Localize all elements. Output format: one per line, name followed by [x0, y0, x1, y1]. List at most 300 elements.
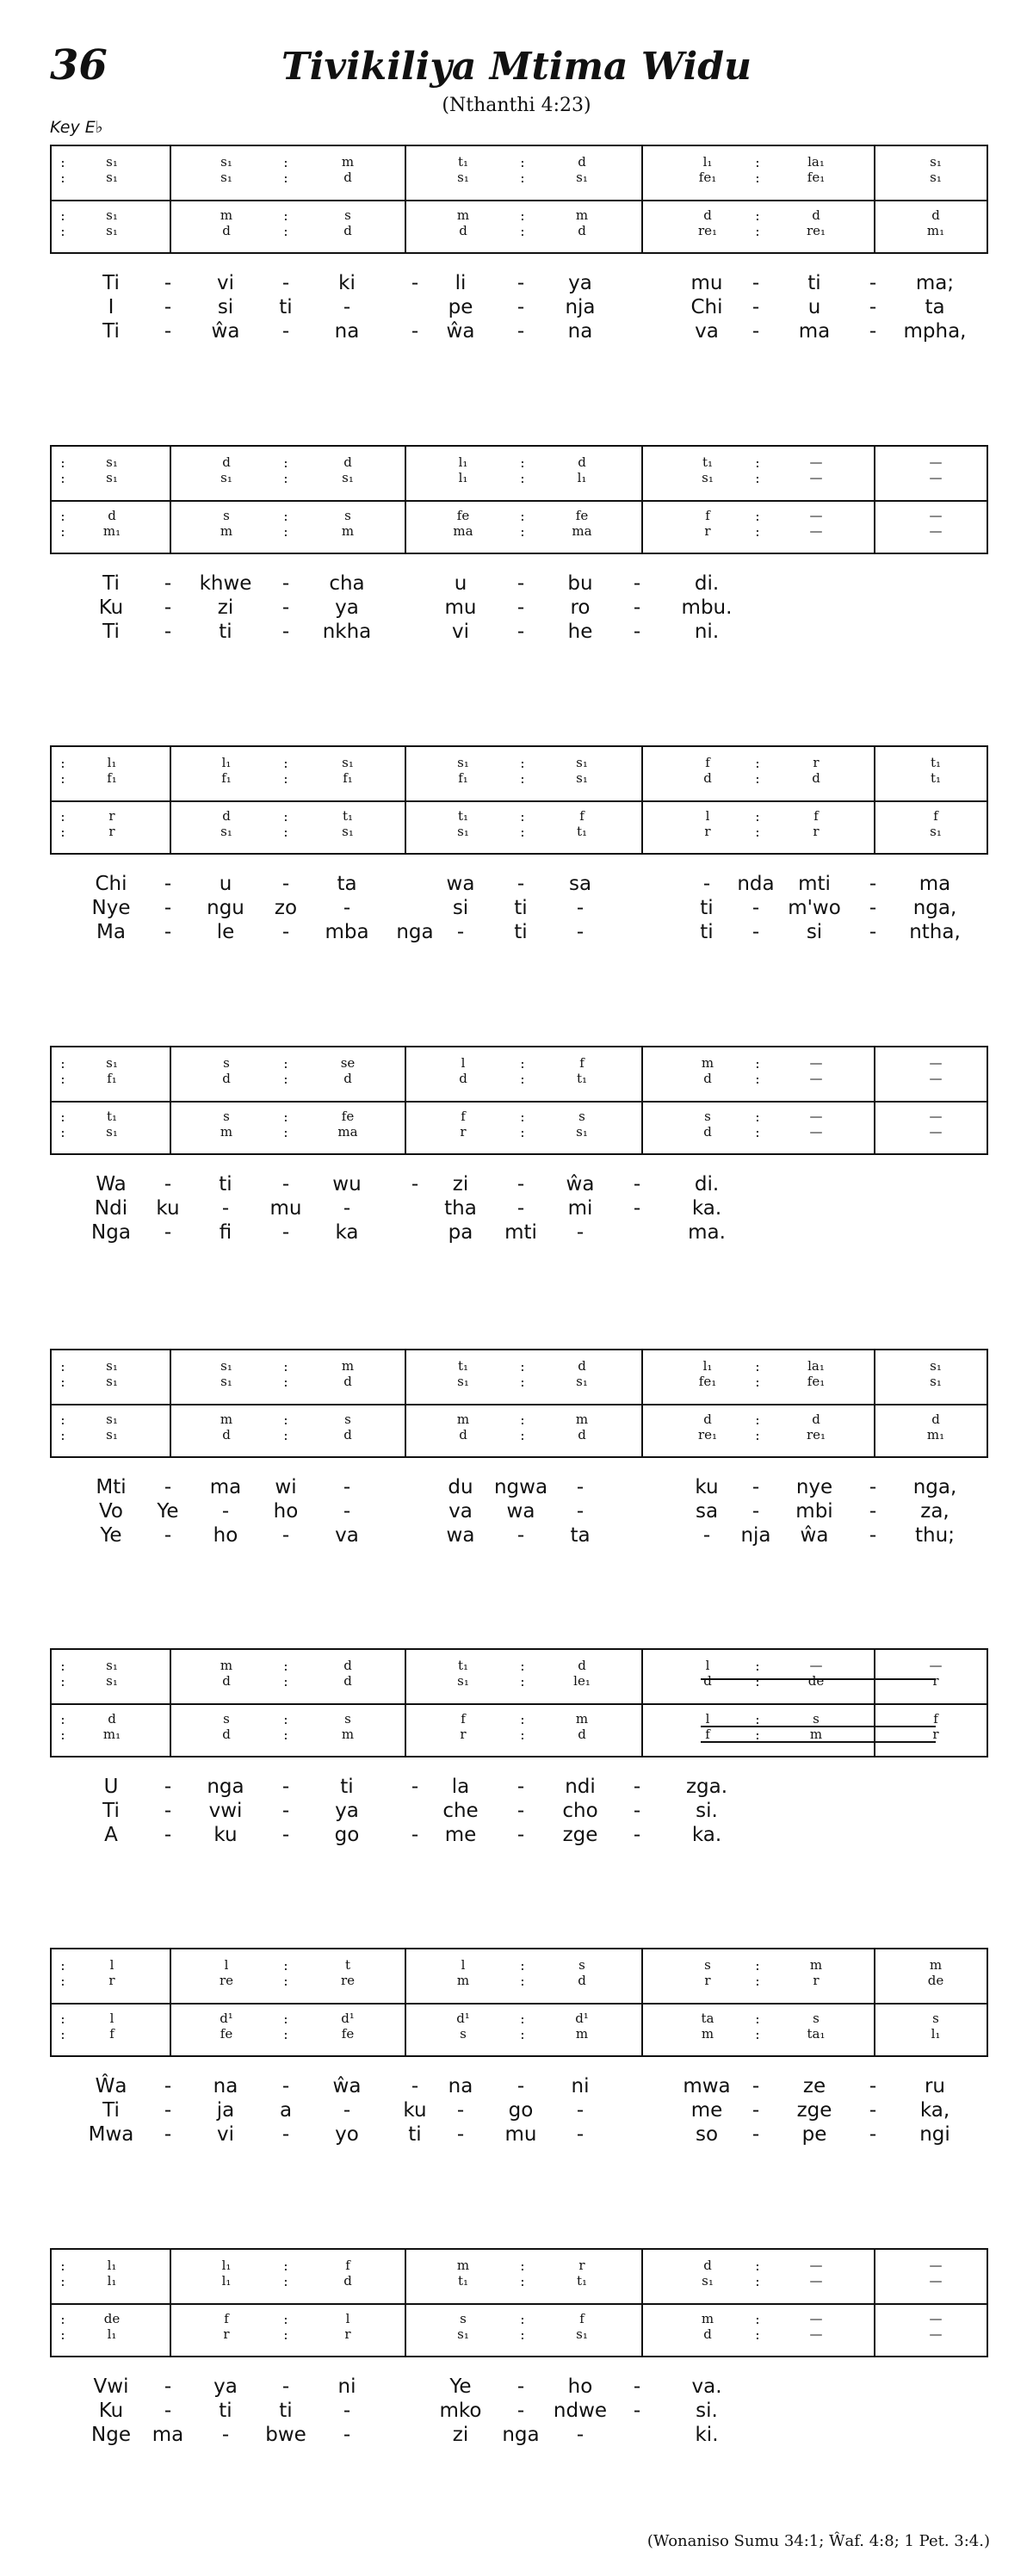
syllable-hyphen: - — [869, 2075, 877, 2097]
solfa-note: d — [703, 1124, 712, 1140]
lyric-syllable: Ti — [102, 272, 120, 294]
solfa-note: s₁ — [106, 223, 118, 238]
solfa-note: s₁ — [342, 824, 354, 839]
beat-colon: : — [283, 470, 288, 486]
syllable-hyphen: - — [281, 621, 290, 643]
hymn-section — [0, 1948, 1033, 2240]
syllable-hyphen: - — [576, 2123, 585, 2146]
lyric-syllable: mu — [444, 596, 477, 619]
lyric-syllable: na — [334, 320, 360, 343]
beat-colon: : — [283, 1124, 288, 1140]
solfa-note: d — [222, 1427, 231, 1442]
syllable-hyphen: - — [633, 596, 641, 619]
beat-colon: : — [520, 454, 525, 471]
solfa-note: l₁ — [107, 2258, 117, 2273]
solfa-note: t₁ — [106, 1109, 118, 1124]
lyric-syllable: ta — [925, 296, 945, 318]
beat-colon: : — [755, 1071, 760, 1087]
solfa-note: — — [809, 1124, 823, 1140]
lyric-syllable: ti — [219, 1173, 232, 1195]
solfa-note: m — [220, 1412, 233, 1427]
solfa-note: m — [575, 1412, 589, 1427]
staff-divider — [52, 200, 987, 201]
solfa-note: d — [578, 1427, 586, 1442]
lyric-syllable: nga — [207, 1776, 244, 1798]
solfa-note: d — [343, 1658, 352, 1673]
lyric-syllable: ma — [209, 1476, 242, 1498]
solfa-note: d — [343, 1673, 352, 1689]
syllable-hyphen: - — [281, 1824, 290, 1846]
solfa-note: d — [703, 1412, 712, 1427]
lyric-syllable: va — [695, 320, 719, 343]
solfa-note: f — [461, 1711, 466, 1727]
syllable-hyphen: - — [633, 1824, 641, 1846]
solfa-note: m — [456, 1973, 470, 1988]
syllable-hyphen: - — [164, 320, 172, 343]
solfa-note: s₁ — [576, 2326, 588, 2342]
solfa-note: l₁ — [458, 470, 468, 485]
syllable-hyphen: - — [164, 897, 172, 919]
beat-colon: : — [60, 154, 65, 170]
solfa-note: s₁ — [106, 454, 118, 470]
syllable-hyphen: - — [752, 921, 760, 943]
lyric-syllable: so — [695, 2123, 719, 2146]
lyric-syllable: ka — [335, 1221, 359, 1244]
lyric-syllable: ja — [216, 2099, 235, 2122]
solfa-note: s₁ — [930, 1358, 942, 1374]
lyric-syllable: mbi — [795, 1500, 833, 1523]
solfa-note: d — [222, 454, 231, 470]
syllable-hyphen: - — [869, 2099, 877, 2122]
solfa-note: d — [703, 770, 712, 786]
lyric-syllable: che — [442, 1800, 479, 1822]
lyric-syllable: u — [219, 873, 232, 895]
syllable-hyphen: - — [281, 1524, 290, 1547]
solfa-note: s₁ — [106, 1412, 118, 1427]
solfa-note: f — [705, 1727, 710, 1742]
solfa-note: d — [343, 2273, 352, 2289]
solfa-note: m — [575, 1711, 589, 1727]
solfa-note: s₁ — [576, 770, 588, 786]
syllable-hyphen: - — [164, 596, 172, 619]
solfa-note: m — [220, 523, 233, 539]
beat-colon: : — [755, 2011, 760, 2027]
lyric-syllable: ma — [798, 320, 831, 343]
solfa-note: de — [103, 2311, 121, 2326]
solfa-note: s₁ — [106, 1055, 118, 1071]
solfa-note: d — [222, 1071, 231, 1086]
beat-colon: : — [755, 1727, 760, 1743]
beat-colon: : — [520, 170, 525, 186]
solfa-note: d — [343, 1374, 352, 1389]
syllable-hyphen: - — [576, 2424, 585, 2446]
music-staff — [50, 1648, 988, 1757]
solfa-note: l₁ — [931, 2026, 941, 2042]
syllable-hyphen: - — [702, 1524, 711, 1547]
solfa-note: l₁ — [702, 1358, 713, 1374]
solfa-note: m — [809, 1957, 823, 1973]
beat-colon: : — [283, 1071, 288, 1087]
solfa-note: f — [579, 808, 585, 824]
beat-colon: : — [520, 154, 525, 170]
beat-colon: : — [60, 1109, 65, 1125]
solfa-note: d — [578, 1727, 586, 1742]
solfa-note: re₁ — [806, 1427, 826, 1442]
syllable-hyphen: - — [411, 320, 419, 343]
lyric-syllable: va — [335, 1524, 359, 1547]
beat-colon: : — [755, 2273, 760, 2289]
barline — [641, 2250, 643, 2356]
beat-colon: : — [520, 2011, 525, 2027]
solfa-note: m — [456, 1412, 470, 1427]
solfa-note: s₁ — [220, 170, 232, 185]
solfa-note: l — [705, 1711, 710, 1727]
beat-colon: : — [283, 2273, 288, 2289]
solfa-note: de — [807, 1673, 825, 1689]
syllable-hyphen: - — [576, 1221, 585, 1244]
solfa-note: f₁ — [107, 770, 117, 786]
lyric-syllable: la — [451, 1776, 470, 1798]
solfa-note: r — [460, 1124, 467, 1140]
solfa-note: f — [224, 2311, 229, 2326]
beat-colon: : — [283, 2026, 288, 2042]
hymn-section — [0, 1648, 1033, 1941]
music-staff — [50, 745, 988, 855]
lyric-syllable: yo — [335, 2123, 359, 2146]
syllable-hyphen: - — [576, 921, 585, 943]
beat-colon: : — [755, 1358, 760, 1374]
beat-colon: : — [755, 1673, 760, 1690]
solfa-note: t₁ — [576, 2273, 588, 2289]
beat-colon: : — [60, 523, 65, 540]
solfa-note: s₁ — [702, 470, 714, 485]
lyric-syllable: ti — [219, 621, 232, 643]
lyric-syllable: ti — [514, 897, 528, 919]
barline — [641, 1350, 643, 1456]
solfa-note: d — [931, 1412, 940, 1427]
beat-colon: : — [520, 1109, 525, 1125]
solfa-note: m₁ — [102, 523, 121, 539]
beat-colon: : — [755, 1711, 760, 1727]
lyric-syllable: mba — [325, 921, 369, 943]
syllable-hyphen: - — [633, 1776, 641, 1798]
solfa-note: s₁ — [220, 1374, 232, 1389]
solfa-note: f₁ — [221, 770, 232, 786]
syllable-hyphen: - — [343, 2099, 351, 2122]
solfa-note: ma — [337, 1124, 358, 1140]
solfa-note: d — [578, 154, 586, 170]
barline — [170, 1350, 171, 1456]
syllable-hyphen: - — [516, 1776, 525, 1798]
beat-colon: : — [755, 755, 760, 771]
solfa-note: m₁ — [102, 1727, 121, 1742]
beat-colon: : — [755, 1973, 760, 1989]
solfa-note: re — [219, 1973, 234, 1988]
lyric-syllable: mti — [504, 1221, 537, 1244]
beat-colon: : — [520, 2026, 525, 2042]
beat-colon: : — [60, 808, 65, 825]
beat-colon: : — [520, 1711, 525, 1727]
beat-colon: : — [60, 755, 65, 771]
beat-colon: : — [755, 1427, 760, 1443]
beat-colon: : — [60, 1673, 65, 1690]
solfa-note: d — [578, 1658, 586, 1673]
beat-colon: : — [520, 824, 525, 840]
lyric-syllable: pe — [801, 2123, 827, 2146]
syllable-hyphen: - — [752, 1476, 760, 1498]
solfa-note: s₁ — [457, 2326, 469, 2342]
syllable-hyphen: - — [164, 1824, 172, 1846]
solfa-note: t₁ — [457, 154, 469, 170]
solfa-note: m — [220, 207, 233, 223]
lyric-syllable: ze — [802, 2075, 826, 2097]
beat-colon: : — [520, 470, 525, 486]
syllable-hyphen: - — [869, 897, 877, 919]
syllable-hyphen: - — [281, 596, 290, 619]
lyric-syllable: Ti — [102, 1800, 120, 1822]
barline — [641, 747, 643, 853]
syllable-hyphen: - — [869, 873, 877, 895]
solfa-note: l₁ — [107, 2326, 117, 2342]
beat-colon: : — [60, 207, 65, 224]
lyric-syllable: pa — [448, 1221, 473, 1244]
barline — [641, 1949, 643, 2055]
hold-line — [701, 1678, 936, 1680]
lyric-syllable: bu — [567, 572, 593, 595]
lyric-syllable: ŵa — [800, 1524, 829, 1547]
barline — [170, 1949, 171, 2055]
lyric-syllable: sa — [568, 873, 592, 895]
solfa-note: d — [703, 207, 712, 223]
solfa-note: l — [705, 1658, 710, 1673]
syllable-hyphen: - — [869, 1500, 877, 1523]
lyric-syllable: pe — [448, 296, 473, 318]
syllable-hyphen: - — [633, 621, 641, 643]
solfa-note: l₁ — [702, 154, 713, 170]
lyric-syllable: wa — [446, 873, 475, 895]
lyric-syllable: ni. — [694, 621, 720, 643]
beat-colon: : — [283, 824, 288, 840]
solfa-note: r — [704, 1973, 711, 1988]
solfa-note: t₁ — [930, 770, 942, 786]
beat-colon: : — [283, 523, 288, 540]
solfa-note: s — [578, 1109, 585, 1124]
lyric-syllable: Vo — [98, 1500, 124, 1523]
syllable-hyphen: - — [576, 1500, 585, 1523]
beat-colon: : — [520, 1727, 525, 1743]
lyric-syllable: ngi — [919, 2123, 950, 2146]
lyric-syllable: ya — [568, 272, 592, 294]
lyric-syllable: Ye — [100, 1524, 122, 1547]
beat-colon: : — [283, 1727, 288, 1743]
solfa-note: s — [223, 1055, 230, 1071]
barline — [874, 1949, 875, 2055]
lyric-syllable: si — [806, 921, 823, 943]
solfa-note: t₁ — [702, 454, 714, 470]
solfa-note: la₁ — [807, 154, 825, 170]
solfa-note: l₁ — [107, 755, 117, 770]
lyric-syllable: Vwi — [93, 2375, 129, 2398]
barline — [170, 146, 171, 252]
syllable-hyphen: - — [411, 272, 419, 294]
solfa-note: s₁ — [576, 1374, 588, 1389]
solfa-note: r — [813, 824, 820, 839]
lyric-syllable: nga — [396, 921, 434, 943]
beat-colon: : — [60, 1658, 65, 1674]
beat-colon: : — [755, 770, 760, 787]
syllable-hyphen: - — [869, 320, 877, 343]
solfa-note: m — [701, 2026, 714, 2042]
lyric-syllable: vi — [216, 272, 235, 294]
lyric-syllable: mko — [439, 2400, 482, 2422]
solfa-note: — — [929, 1109, 943, 1124]
solfa-note: d — [578, 1358, 586, 1374]
solfa-note: r — [460, 1727, 467, 1742]
beat-colon: : — [60, 1973, 65, 1989]
solfa-note: d — [343, 170, 352, 185]
music-staff — [50, 1046, 988, 1155]
barline — [405, 447, 406, 553]
barline — [170, 747, 171, 853]
solfa-note: s₁ — [106, 1374, 118, 1389]
solfa-note: — — [929, 523, 943, 539]
beat-colon: : — [755, 2311, 760, 2327]
solfa-note: l — [109, 2011, 114, 2026]
lyric-syllable: ma. — [688, 1221, 726, 1244]
lyric-syllable: ni — [571, 2075, 590, 2097]
solfa-note: — — [929, 1658, 943, 1673]
solfa-note: s₁ — [220, 470, 232, 485]
beat-colon: : — [755, 154, 760, 170]
beat-colon: : — [283, 1427, 288, 1443]
syllable-hyphen: - — [281, 572, 290, 595]
syllable-hyphen: - — [164, 921, 172, 943]
solfa-note: s₁ — [342, 470, 354, 485]
solfa-note: s — [813, 1711, 820, 1727]
beat-colon: : — [283, 1412, 288, 1428]
lyric-syllable: vi — [451, 621, 470, 643]
syllable-hyphen: - — [752, 320, 760, 343]
beat-colon: : — [60, 1711, 65, 1727]
beat-colon: : — [60, 1071, 65, 1087]
solfa-note: fe — [575, 508, 589, 523]
beat-colon: : — [520, 808, 525, 825]
solfa-note: d — [343, 454, 352, 470]
lyric-syllable: ma — [152, 2424, 184, 2446]
beat-colon: : — [283, 508, 288, 524]
lyric-syllable: ta — [570, 1524, 591, 1547]
beat-colon: : — [283, 1973, 288, 1989]
solfa-note: f — [345, 2258, 350, 2273]
staff-divider — [52, 800, 987, 802]
hymn-section — [0, 1046, 1033, 1338]
beat-colon: : — [520, 2273, 525, 2289]
syllable-hyphen: - — [516, 296, 525, 318]
music-staff — [50, 145, 988, 254]
syllable-hyphen: - — [281, 2123, 290, 2146]
beat-colon: : — [283, 770, 288, 787]
beat-colon: : — [60, 2026, 65, 2042]
syllable-hyphen: - — [343, 2400, 351, 2422]
beat-colon: : — [520, 2258, 525, 2274]
syllable-hyphen: - — [281, 272, 290, 294]
lyric-syllable: bwe — [265, 2424, 306, 2446]
solfa-note: — — [809, 523, 823, 539]
lyric-syllable: vwi — [208, 1800, 243, 1822]
lyric-syllable: nga, — [912, 897, 957, 919]
solfa-note: ma — [572, 523, 592, 539]
solfa-note: m — [341, 1358, 355, 1374]
solfa-note: la₁ — [807, 1358, 825, 1374]
solfa-note: — — [809, 2311, 823, 2326]
solfa-note: se — [340, 1055, 356, 1071]
syllable-hyphen: - — [164, 2123, 172, 2146]
solfa-note: d¹ — [456, 2011, 470, 2026]
solfa-note: r — [108, 1973, 115, 1988]
beat-colon: : — [520, 770, 525, 787]
solfa-note: d — [578, 1973, 586, 1988]
lyric-syllable: zga. — [685, 1776, 728, 1798]
barline — [170, 2250, 171, 2356]
beat-colon: : — [283, 1358, 288, 1374]
syllable-hyphen: - — [633, 1197, 641, 1220]
solfa-note: — — [929, 508, 943, 523]
syllable-hyphen: - — [281, 921, 290, 943]
beat-colon: : — [283, 2311, 288, 2327]
beat-colon: : — [60, 470, 65, 486]
beat-colon: : — [755, 808, 760, 825]
syllable-hyphen: - — [752, 1500, 760, 1523]
solfa-note: s — [460, 2311, 467, 2326]
lyric-syllable: Ti — [102, 572, 120, 595]
solfa-note: d — [459, 223, 467, 238]
solfa-note: t₁ — [576, 824, 588, 839]
hymn-section — [0, 145, 1033, 437]
syllable-hyphen: - — [281, 2375, 290, 2398]
beat-colon: : — [755, 824, 760, 840]
beat-colon: : — [283, 1957, 288, 1974]
barline — [170, 447, 171, 553]
syllable-hyphen: - — [164, 2375, 172, 2398]
solfa-note: s — [344, 508, 351, 523]
lyric-syllable: Mwa — [88, 2123, 134, 2146]
solfa-note: f — [579, 1055, 585, 1071]
lyric-syllable: Ndi — [94, 1197, 128, 1220]
lyric-syllable: A — [104, 1824, 118, 1846]
solfa-note: s₁ — [576, 1124, 588, 1140]
solfa-note: re₁ — [697, 223, 718, 238]
solfa-note: l₁ — [221, 755, 232, 770]
solfa-note: re — [340, 1973, 356, 1988]
solfa-note: — — [809, 470, 823, 485]
lyric-syllable: ti — [514, 921, 528, 943]
solfa-note: fe — [456, 508, 470, 523]
lyric-syllable: Nge — [91, 2424, 131, 2446]
barline — [874, 1350, 875, 1456]
solfa-note: d — [931, 207, 940, 223]
beat-colon: : — [755, 2326, 760, 2343]
lyric-syllable: ku — [213, 1824, 238, 1846]
solfa-note: s₁ — [930, 1374, 942, 1389]
lyric-syllable: I — [108, 296, 114, 318]
solfa-note: l₁ — [107, 2273, 117, 2289]
syllable-hyphen: - — [869, 272, 877, 294]
syllable-hyphen: - — [281, 1800, 290, 1822]
staff-divider — [52, 1703, 987, 1705]
solfa-note: — — [809, 1055, 823, 1071]
barline — [405, 1047, 406, 1153]
beat-colon: : — [60, 2326, 65, 2343]
